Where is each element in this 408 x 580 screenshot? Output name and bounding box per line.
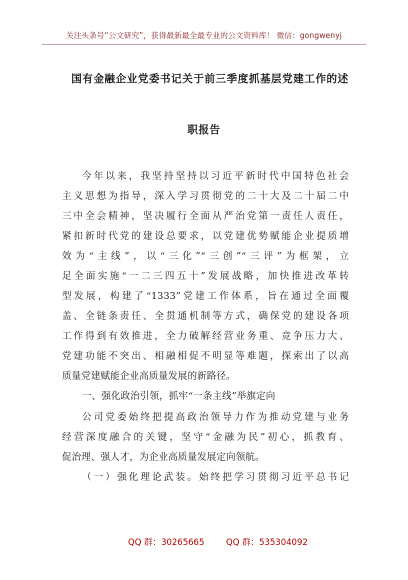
- document-title-line-1: 国有金融企业党委书记关于前三季度抓基层党建工作的述: [71, 73, 349, 85]
- body-line: 紧扣新时代党的建设总要求，以党建优势赋能企业提质增: [62, 231, 349, 242]
- subsection-heading: （一）强化理论武装。始终把学习贯彻习近平总书记: [82, 472, 349, 483]
- body-line: 工作得到有效推进，全力破解经营业务重、竞争压力大、: [62, 331, 349, 342]
- document-title-line-2: 职报告: [187, 124, 221, 136]
- body-line: 效为“主线”，以“三化”“三创”“三评”为框架，立: [62, 251, 349, 262]
- body-line: 今年以来，我坚持坚持以习近平新时代中国特色社会: [82, 171, 349, 182]
- body-line: 公司党委始终把提高政治领导力作为推动党建与业务: [82, 412, 349, 423]
- header-banner: 关注头条号“公文研究”，获得最新最全最专业的公文资料库！ 微信：gongwenyj: [66, 31, 342, 40]
- body-line: 型发展，构建了“1333”党建工作体系，旨在通过全面覆: [62, 291, 349, 302]
- body-line: 主义思想为指导，深入学习贯彻党的二十大及二十届二中: [62, 191, 349, 202]
- body-line: 质量党建赋能企业高质量发展的新路径。: [62, 371, 236, 382]
- section-heading: 一、强化政治引领，抓牢“一条主线”举旗定向: [82, 391, 276, 402]
- page-footer: [0, 536, 408, 550]
- body-line: 三中全会精神，坚决履行全面从严治党第一责任人责任，: [62, 211, 349, 222]
- body-line: 促治理、强人才，为企业高质量发展定向领航。: [62, 452, 265, 463]
- header-divider: [42, 44, 366, 45]
- body-line: 盖、全链条责任、全贯通机制等方式，确保党的建设各项: [62, 311, 349, 322]
- body-line: 足全面实施“一二三四五十”发展战略，加快推进改革转: [62, 271, 349, 282]
- body-line: 经营深度融合的关键，坚守“金融为民”初心，抓教育、: [62, 432, 349, 443]
- qq-group-2: QQ 群：535304092: [226, 538, 308, 548]
- qq-group-1: QQ 群：30265665: [128, 538, 205, 548]
- body-line: 党建功能不突出、相融相促不明显等难题，探索出了以高: [62, 351, 349, 362]
